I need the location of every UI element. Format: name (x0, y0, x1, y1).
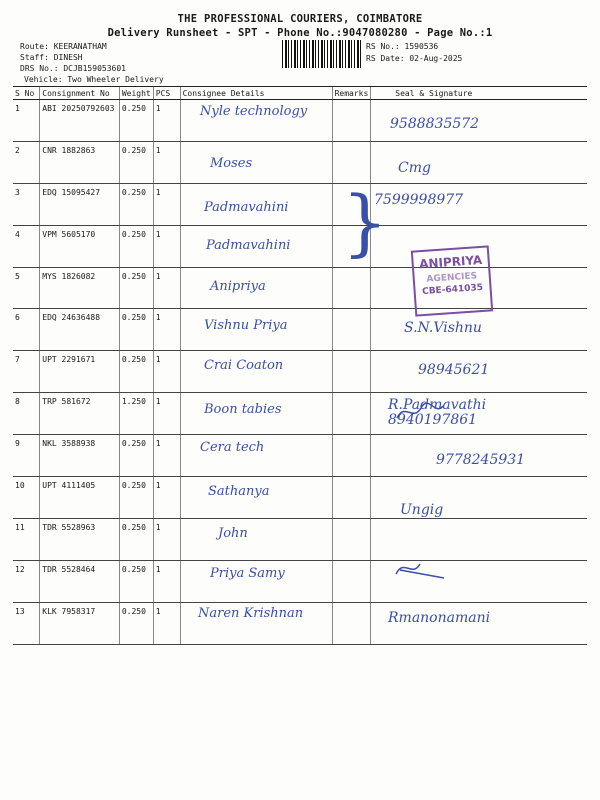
cell-pcs: 1 (153, 267, 180, 309)
cell-consignment: UPT 2291671 (40, 351, 120, 393)
cell-remarks (332, 100, 371, 142)
table-row (13, 309, 587, 351)
consignee-handwriting: Vishnu Priya (204, 318, 288, 333)
cell-consignment: KLK 7958317 (40, 602, 120, 644)
header-weight: Weight (119, 87, 153, 100)
cell-consignment: CNR 1882863 (40, 141, 120, 183)
cell-remarks (332, 309, 371, 351)
consignee-handwriting: Boon tabies (204, 402, 282, 417)
header-remarks: Remarks (332, 87, 371, 100)
brace-mark: } (342, 180, 388, 264)
cell-weight: 0.250 (119, 309, 153, 351)
cell-weight: 0.250 (119, 602, 153, 644)
cell-sno: 5 (13, 267, 40, 309)
cell-remarks (332, 141, 371, 183)
cell-remarks (332, 560, 371, 602)
cell-weight: 0.250 (119, 183, 153, 225)
consignee-handwriting: Nyle technology (200, 104, 308, 119)
stamp-line-1: ANIPRIYA (418, 252, 483, 272)
cell-weight: 0.250 (119, 267, 153, 309)
cell-pcs: 1 (153, 100, 180, 142)
cell-weight: 0.250 (119, 100, 153, 142)
cell-sno: 11 (13, 518, 40, 560)
consignee-handwriting: Moses (210, 156, 253, 171)
consignee-handwriting: Priya Samy (210, 566, 285, 581)
table-row (13, 351, 587, 393)
cell-sno: 10 (13, 477, 40, 519)
consignee-handwriting: Sathanya (208, 484, 270, 499)
consignee-handwriting: John (218, 526, 248, 541)
drs-label: DRS No.: DCJB159053601 (20, 64, 126, 73)
cell-weight: 0.250 (119, 518, 153, 560)
signature-handwriting: R.Padmavathi 8940197861 (388, 397, 487, 428)
cell-remarks (332, 393, 371, 435)
stamp-line-3: CBE-641035 (421, 282, 484, 298)
cell-sno: 3 (13, 183, 40, 225)
table-row (13, 560, 587, 602)
cell-weight: 1.250 (119, 393, 153, 435)
cell-pcs: 1 (153, 141, 180, 183)
cell-consignment: UPT 4111405 (40, 477, 120, 519)
stamp-line-2: AGENCIES (426, 271, 478, 285)
header-pcs: PCS (153, 87, 180, 100)
cell-pcs: 1 (153, 393, 180, 435)
route-label: Route: KEERANATHAM (20, 42, 107, 51)
consignee-handwriting: Anipriya (210, 279, 266, 294)
signature-handwriting: 9778245931 (436, 452, 526, 468)
table-header-row (13, 87, 587, 100)
signature-scribble (392, 556, 452, 580)
cell-consignment: TRP 581672 (40, 393, 120, 435)
rs-date: RS Date: 02-Aug-2025 (366, 54, 463, 63)
cell-sno: 4 (13, 225, 40, 267)
cell-pcs: 1 (153, 183, 180, 225)
cell-consignment: NKL 3588938 (40, 435, 120, 477)
cell-pcs: 1 (153, 309, 180, 351)
signature-handwriting: 7599998977 (374, 192, 464, 208)
cell-consignment: EDQ 24636488 (40, 309, 120, 351)
cell-pcs: 1 (153, 225, 180, 267)
header-signature: Seal & Signature (371, 87, 587, 100)
cell-weight: 0.250 (119, 225, 153, 267)
runsheet-table (13, 86, 587, 645)
runsheet-title: Delivery Runsheet - SPT - Phone No.:9047080280 - Page No.:1 (107, 27, 493, 39)
cell-consignment: EDQ 15095427 (40, 183, 120, 225)
cell-consignee (180, 141, 332, 183)
cell-remarks (332, 351, 371, 393)
barcode (282, 40, 362, 68)
cell-remarks (332, 477, 371, 519)
cell-weight: 0.250 (119, 351, 153, 393)
cell-weight: 0.250 (119, 435, 153, 477)
cell-weight: 0.250 (119, 477, 153, 519)
consignee-handwriting: Cera tech (200, 440, 265, 455)
vehicle-label: Vehicle: Two Wheeler Delivery (24, 75, 164, 84)
consignee-handwriting: Padmavahini (204, 200, 289, 215)
cell-sno: 2 (13, 141, 40, 183)
cell-pcs: 1 (153, 518, 180, 560)
cell-sno: 6 (13, 309, 40, 351)
cell-consignment: ABI 20250792603 (40, 100, 120, 142)
table-row (13, 267, 587, 309)
consignee-handwriting: Padmavahini (206, 238, 291, 253)
table-row (13, 141, 587, 183)
table-row (13, 225, 587, 267)
table-row (13, 518, 587, 560)
cell-consignment: TDR 5528963 (40, 518, 120, 560)
signature-handwriting: S.N.Vishnu (404, 320, 482, 336)
cell-remarks (332, 267, 371, 309)
signature-handwriting: Ungig (400, 502, 444, 518)
consignee-handwriting: Crai Coaton (204, 358, 284, 373)
cell-sno: 13 (13, 602, 40, 644)
cell-consignment: VPM 5605170 (40, 225, 120, 267)
cell-weight: 0.250 (119, 560, 153, 602)
cell-consignee (180, 518, 332, 560)
cell-remarks (332, 602, 371, 644)
cell-remarks (332, 518, 371, 560)
rs-number: RS No.: 1590536 (366, 42, 439, 51)
signature-handwriting: Cmg (398, 160, 431, 176)
header-sno: S No (13, 87, 40, 100)
company-title: THE PROFESSIONAL COURIERS, COIMBATORE (177, 13, 423, 25)
table-row (13, 183, 587, 225)
agency-stamp (411, 245, 493, 316)
cell-sno: 9 (13, 435, 40, 477)
cell-signature (371, 518, 587, 560)
header-consignment: Consignment No (40, 87, 120, 100)
cell-remarks (332, 435, 371, 477)
cell-pcs: 1 (153, 477, 180, 519)
consignee-handwriting: Naren Krishnan (198, 606, 304, 621)
cell-weight: 0.250 (119, 141, 153, 183)
table-row (13, 477, 587, 519)
cell-pcs: 1 (153, 602, 180, 644)
cell-consignment: MYS 1826082 (40, 267, 120, 309)
signature-handwriting: 9588835572 (390, 116, 480, 132)
cell-consignment: TDR 5528464 (40, 560, 120, 602)
staff-label: Staff: DINESH (20, 53, 83, 62)
cell-sno: 7 (13, 351, 40, 393)
cell-pcs: 1 (153, 351, 180, 393)
cell-pcs: 1 (153, 560, 180, 602)
signature-handwriting: Rmanonamani (388, 610, 491, 626)
cell-sno: 8 (13, 393, 40, 435)
cell-sno: 1 (13, 100, 40, 142)
header-consignee: Consignee Details (180, 87, 332, 100)
cell-sno: 12 (13, 560, 40, 602)
signature-handwriting: 98945621 (418, 362, 490, 378)
cell-pcs: 1 (153, 435, 180, 477)
